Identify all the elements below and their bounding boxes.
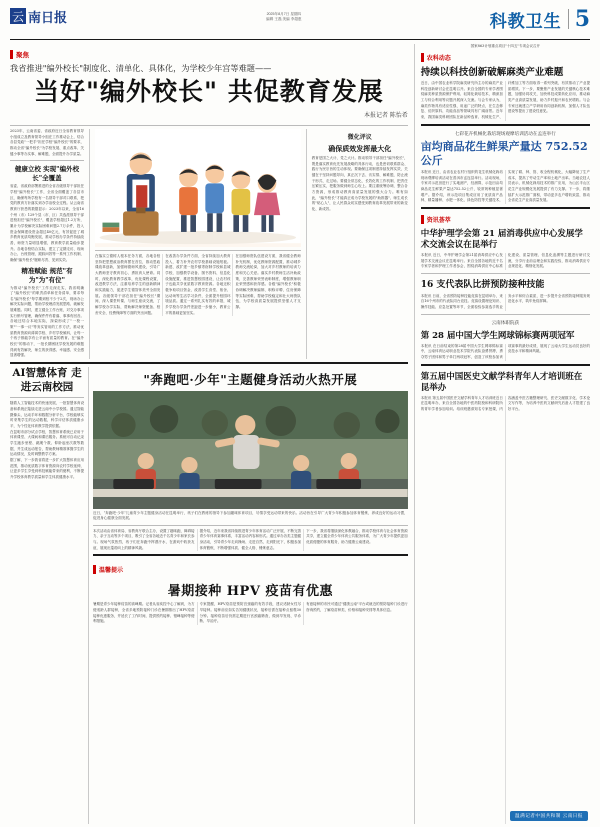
hpv-col-3: 有意接种的市民可通过"健康云南"平台或就近的预防接种门诊进行咨询预约，了解疫苗种类、价格和接种安排等具体信息。 bbox=[306, 602, 408, 613]
top-story-col-2: 在改善办学条件方面，全省持续加大教育投入，着力补齐农村学校基础设施短板。新建、改扩建一批乡镇寄宿制学校和县城学校，加强教学设备、图书资料、信息化设施配置，推进智慧校园建设，让农村孩子也能共享优质数字教育资源。各地还积极争取项目资金，改善学生食堂、宿舍、运动场等生活学习条件，全面提升校园环境品质。通过一系列扎实有效的举措，城乡学校办学条件差距进一步缩小，教育公平的基础更加坚实。 bbox=[165, 254, 231, 315]
divider bbox=[93, 554, 408, 556]
news-2-body-text: 本报讯 日前，全省预防接种技能竞赛在昆明举办，来自16个州市的代表队同台竞技。竞赛设置理论知识、操作技能、应急处置等环节，全面检验参赛选手的业务水平和综合素质，进一步提升全省预防接种服务规范化水平，筑牢免疫屏障。 bbox=[420, 293, 590, 309]
right-kicker-news: 资讯荟萃 bbox=[421, 215, 590, 224]
sport-feature bbox=[93, 367, 408, 824]
divider bbox=[306, 129, 307, 359]
top-story-header bbox=[10, 44, 408, 122]
page-body bbox=[10, 44, 590, 824]
page-number: 5 bbox=[574, 6, 590, 32]
main-column bbox=[10, 44, 408, 824]
ai-feature-col-1: 随着人工智能技术的快速发展，一批智慧体育设备和系统正陆续走进云南中小学校园。通过智能摄像头、运动手环和数据分析平台，学校能够实时采集学生的运动数据，科学评估体质健康水平，为个性化体育教学提供依据。 bbox=[10, 401, 84, 428]
top-story-illustration bbox=[95, 129, 301, 247]
top-story-left-column bbox=[10, 129, 84, 359]
divider bbox=[421, 124, 590, 126]
agri-body-text: 近日，由中国农业科学院麻类研究所主办的麻类产业科技创新研讨会在昆明召开。来自全国的专家学者围绕麻类种质资源保护利用、轻简化栽培技术、精深加工与综合利用等议题开展深入交流。与会专家认为，麻类作物具有适应性强、用途广泛的特点，在生态修复、纺织原料、功能食品等领域具有广阔前景。近年来，我国麻类科研团队在新品种选育、机械化生产、纤维加工等方面取得一系列突破，有效推动了产业提质增效。下一步，要聚焦产业发展的关键核心技术难题，加强协同攻关，加快科技成果转化应用，推动麻类产业高质量发展，助力乡村振兴和农民增收。与会专家还就建立产学研用协同创新机制、加强人才队伍建设等提出了建设性意见。 bbox=[420, 81, 590, 119]
news-3-kicker: 云南体职院获 bbox=[491, 319, 520, 325]
section-title: 科教卫生 bbox=[489, 11, 562, 32]
commentary-kicker: 微化评议 bbox=[347, 134, 372, 142]
hpv-tag: 温馨提示 bbox=[93, 565, 123, 574]
news-2-body bbox=[421, 294, 590, 311]
news-4-body bbox=[421, 396, 590, 824]
svg-text:云: 云 bbox=[12, 10, 25, 24]
hpv-story bbox=[93, 559, 408, 625]
top-story-headline: 当好"编外校长" 共促教育发展 bbox=[33, 77, 384, 107]
news-1-headline: 中华护理学会第 21 届消毒供应中心发展学术交流会议在昆举行 bbox=[420, 228, 583, 250]
top-story-byline: 本报记者 陈怡希 bbox=[364, 113, 408, 120]
right-column bbox=[421, 44, 590, 824]
divider bbox=[421, 207, 590, 209]
top-story-text-columns bbox=[95, 254, 301, 316]
masthead-meta bbox=[78, 6, 490, 23]
news-3-body-text: 本报讯 在日前结束的第28届中国大学生网球锦标赛中，云南体育运动职业技术学院代表队奋勇拼搏，勇夺男子团体和男子单打两项冠军，创造了该校参加该项赛事的最好成绩，展现了云南大学生运动员良好的竞技水平和精神风貌。 bbox=[420, 343, 590, 359]
peanut-body bbox=[421, 170, 590, 204]
news-2-headline: 16 支代表队比拼预防接种技能 bbox=[420, 279, 545, 290]
right-kicker-agri: 农科动态 bbox=[421, 53, 590, 62]
sub-block-body-2: 为推动"编外校长"工作走深走实，我省明确了"编外校长"的职责清单和任务清单，要求每名"编外校长"每学期到校不少于2次，现场办公解决实际问题，帮助学校理清发展思路、破解发展难题。同时，建立健全工作台账，对交办事项实行销号管理，确保件件有着落、事事有回音。各地还结合本地实际，探索形成了"一校一策""一事一议"等务实管用的工作方法，推动优质教育资源向薄弱学校、乡村学校倾斜，让每一个孩子都能享有公平而有质量的教育。在"编外校长"的推动下，一批长期困扰学校发展的难题得到有效解决，师生的获得感、幸福感、安全感显著增强。 bbox=[10, 285, 84, 358]
ai-feature bbox=[10, 367, 84, 824]
hpv-headline: 暑期接种 HPV 疫苗有优惠 bbox=[167, 584, 333, 600]
divider bbox=[414, 44, 415, 824]
sub-block-title-2: 精准赋能 规范"有为"为"有位" bbox=[21, 266, 73, 284]
top-story-col-3: 在加强师资队伍建设方面，我省健全教师补充机制，优化教师资源配置，推动城乡教师交流轮岗，加大对乡村教师的培训力度和关心关爱。落实乡村教师生活补助政策，完善教师荣誉表彰制度，增强教师职业荣誉感和获得感。各级"编外校长"积极协调解决教师编制、职称评聘、住房保障等实际困难，帮助学校稳定和壮大师资队伍，为学校高质量发展提供坚强人才支撑。 bbox=[235, 254, 301, 309]
commentary-block bbox=[312, 129, 408, 359]
peanut-headline: 亩均商品花生鲜果产量达 752.52公斤 bbox=[420, 140, 588, 168]
logo-icon bbox=[10, 6, 68, 26]
svg-text:南日报: 南日报 bbox=[28, 11, 68, 26]
ai-feature-col-3: 据了解，下一步我省将进一步扩大智慧体育应用范围，推动优质数字体育资源向农村学校延伸，让更多学生享受到科技赋能带来的便利，不断提升学校体育教学质量和学生体质健康水平。 bbox=[10, 457, 84, 479]
divider bbox=[421, 273, 590, 274]
news-4-headline: 第五届中国医史文献学科青年人才培训班在昆举办 bbox=[420, 371, 583, 393]
peanut-body-text: 本报讯 近日，由省农业农村厅组织的花生机械化栽培现场观摩培训活动在普洱市孟连县举行。活动现场，专家对示范田进行了实地测产，经测算，示范田亩均商品花生鲜果产量达752.52公斤，较常规种植显著增产。据介绍，该示范项目集成应用了优质高产品种、精量播种、水肥一体化、绿色防控等关键技术，实现了耕、种、管、收全程机械化，大幅降低了生产成本，提高了劳动生产率和土地产出率。当地农技人员表示，机械化栽培技术的推广应用，为山区半山区花生产业规模化发展提供了有力支撑。下一步，将继续扩大示范推广面积，带动更多农户增收致富，推动全省花生产业高质量发展。 bbox=[420, 169, 590, 203]
top-story-middle-column bbox=[95, 129, 301, 359]
top-story-body bbox=[10, 129, 408, 359]
top-story-col-1: 在落实立德树人根本任务方面，各地各校坚持把思想政治教育摆在首位，推动思政课改革创新，加强师德师风建设，引导广大教师坚守教育初心、勇担育人使命。同时，深化教育教学改革，优化课程设置，改进教学方法，注重培养学生的创新精神和实践能力，促进学生德智体美劳全面发展。各级领导干部在担任"编外校长"期间，深入课堂听课、与师生座谈交流，了解学校办学实际，帮助解决师资配备、校舍安全、经费保障等方面的突出问题。 bbox=[95, 254, 161, 315]
commentary-title: 确保质效发挥最大化 bbox=[328, 144, 392, 154]
ai-feature-col-2: 在昆明市部分试点学校，智慧体育系统已应用于体育课堂、大课间和课后服务。系统可自动记录学生跑步里程、跳绳个数、仰卧起坐次数等数据，并生成运动报告，帮助教师精准掌握学生的运动情况，及时调整教学方案。 bbox=[10, 429, 84, 457]
masthead-date: 2025年8月7日 星期四 bbox=[266, 12, 302, 16]
masthead-section-area bbox=[490, 6, 590, 32]
sport-feature-col-3: 下一步，我省将继续深化体教融合，推动学校体育与社会体育资源共享，建立健全青少年体育公共服务体系，为广大青少年提供更加优质便捷的体育服务，助力健康云南建设。 bbox=[306, 528, 408, 545]
sport-feature-caption: 近日，"奔跑吧·少年"儿童青少年主题健身活动在昆明举行，孩子们在教练的指导下参加趣味体育项目，尽情享受运动带来的快乐。活动旨在引导广大青少年积极参加体育锻炼，养成良好的运动习惯，促进身心健康全面发展。 bbox=[93, 511, 408, 521]
masthead bbox=[10, 6, 590, 40]
sport-feature-headline: "奔跑吧·少年"主题健身活动火热开展 bbox=[143, 372, 358, 388]
publication-logo bbox=[10, 6, 68, 26]
sub-block-body-1: 省委、省政府部署推进的全省各级领导干部担任学校"编外校长"工作，全省全面覆盖了各县市区，确保每所学校有一名领导干部对口联系，把党的教育方针落实到办学治校全过程。从云南省教育厅获悉的数据显示：2023年以来，全省16个州（市）129个县（市、区）共选派领导干部进校担任"编外校长"，覆盖学校超过1.2万所，累计为学校解决实际困难问题2.7万余件，投入资金保障建设资金超过40亿元，有效促进了城乡教育优质均衡发展，推动学校办学条件持续改善，师资力量明显增强，教育教学质量稳步提升。各地各校结合实际，建立了定期走访、现场办公、台账管理、跟踪问效等一系列工作机制，确保"编外校长"履职尽责、见到实效。 bbox=[10, 184, 84, 262]
news-1-body-text: 本报讯 近日，中华护理学会第21届消毒供应中心发展学术交流会议在昆明举行。来自全国各地的近千名专家学者和护理工作者参会，围绕消毒供应中心标准化建设、质量管理、信息化追溯等主题进行研讨交流，分享行业前沿理念和实践经验，推动消毒供应专业规范化、精细化发展。 bbox=[420, 253, 590, 269]
sport-feature-photo bbox=[93, 391, 408, 509]
top-story-lead: 我省推进"编外校长"制度化、清单化、具体化，为学校少年宫等难题—— bbox=[10, 63, 272, 73]
agri-body bbox=[421, 81, 590, 121]
agri-headline: 持续以科技创新破解麻类产业难题 bbox=[420, 66, 564, 78]
hpv-col-1: 暑期是青少年接种疫苗的高峰期。记者从省疾控中心了解到，为方便适龄人群接种，全省多地预防接种门诊在暑期推出了HPV疫苗接种优惠服务，并延长了工作时间，提供预约接种、错峰接种等便利措施。 bbox=[93, 602, 195, 624]
masthead-editors: 编辑 王磊 美编 李超惠 bbox=[266, 17, 302, 22]
divider bbox=[10, 397, 84, 398]
right-top-note: 国家863计划重点项目"十四五"专项会议召开 bbox=[470, 44, 541, 48]
divider bbox=[421, 364, 590, 366]
divider bbox=[10, 160, 84, 161]
hpv-columns bbox=[93, 602, 408, 625]
news-3-headline: 第 28 届中国大学生网球锦标赛两项冠军 bbox=[420, 330, 575, 341]
top-story-photo-caption: 2023年，云南省委、省政府近日全省教育领导小组成立及教育领导小组在工作推动会上，结合各县党政"一把手"担任学校"编外校长"的要求，推动全省"编外校长"为学校发展、重点改革、关键小事等办实事、解难题，全面提升办学质量。 bbox=[10, 129, 84, 156]
divider bbox=[10, 362, 408, 364]
divider bbox=[568, 9, 569, 29]
lower-left-area bbox=[10, 367, 408, 824]
hpv-col-2: 专家提醒，HPV疫苗是预防宫颈癌的有效手段，建议适龄女性尽早接种。接种前应如实告知健康状况，接种后需在接种点留观30分钟。接种疫苗后仍需定期进行宫颈癌筛查，做到早发现、早诊断、早治疗。 bbox=[199, 602, 302, 624]
commentary-body: 教育是国之大计、党之大计。推动领导干部担任"编外校长"，既是落实教育优先发展战略的具体行动，也是密切联系群众、践行为民宗旨的生动体现。要确保这项制度持续发挥实效，关键在于坚持问题导向，真正沉下去、访实情、解难题，防止流于形式、走过场。要健全常态化、长效化的工作机制，把责任压紧压实，把服务做到师生心坎上。要注重统筹协调，整合各方资源，形成推动教育高质量发展的强大合力。唯有如此，"编外校长"才能真正成为学校发展的"助推器"、师生成长的"贴心人"，让人民群众切实感受到教育改革发展带来的新变化、新成效。 bbox=[311, 156, 408, 211]
divider bbox=[93, 525, 408, 526]
ai-feature-headline: AI智慧体育 走进云南校园 bbox=[12, 367, 82, 393]
news-3-body bbox=[421, 344, 590, 361]
sport-feature-col-2: 据介绍，近年来我省持续推进青少年体育活动广泛开展，不断完善青少年体育赛事体系，丰富活动内容和形式。通过举办各类主题健身活动，引导青少年走向操场、走进自然、走到阳光下，积极参加体育锻炼，不断增强体质、健全人格、锤炼意志。 bbox=[199, 528, 302, 550]
divider bbox=[89, 129, 90, 359]
footer-badge: 温满记者中国共和制 云南日报 bbox=[510, 811, 588, 821]
news-4-body-text: 本报讯 第五届中国医史文献学科青年人才培训班近日在昆明举办，来自全国各地的中医药院校和科研院所的青年学者参加培训。培训班邀请知名专家授课，内容涵盖中医古籍整理研究、医史文献数字化、学术论文写作等，为培养中医药文献研究后备人才搭建了良好平台。 bbox=[420, 395, 590, 411]
divider bbox=[95, 250, 301, 251]
divider bbox=[10, 125, 408, 126]
divider bbox=[421, 314, 590, 315]
sub-block-title-1: 健康立校 实现"编外校长"全覆盖 bbox=[14, 165, 80, 183]
news-1-body bbox=[421, 253, 590, 270]
divider bbox=[88, 367, 89, 824]
sport-feature-columns bbox=[93, 529, 408, 552]
section-kicker: 聚焦 bbox=[10, 50, 29, 59]
peanut-kicker: 七彩花卉机械化栽培现场观摩培训活动在孟连举行 bbox=[454, 130, 556, 136]
sport-feature-col-1: 本次活动由省体育局、省教育厅联合主办，设置了趣味跑、障碍接力、亲子互动等多个项目，吸引了全省各地近千名青少年和家长参与。现场气氛热烈，孩子们在奔跑中挥洒汗水，在游戏中收获友谊，展现出蓬勃向上的精神风貌。 bbox=[93, 528, 195, 550]
